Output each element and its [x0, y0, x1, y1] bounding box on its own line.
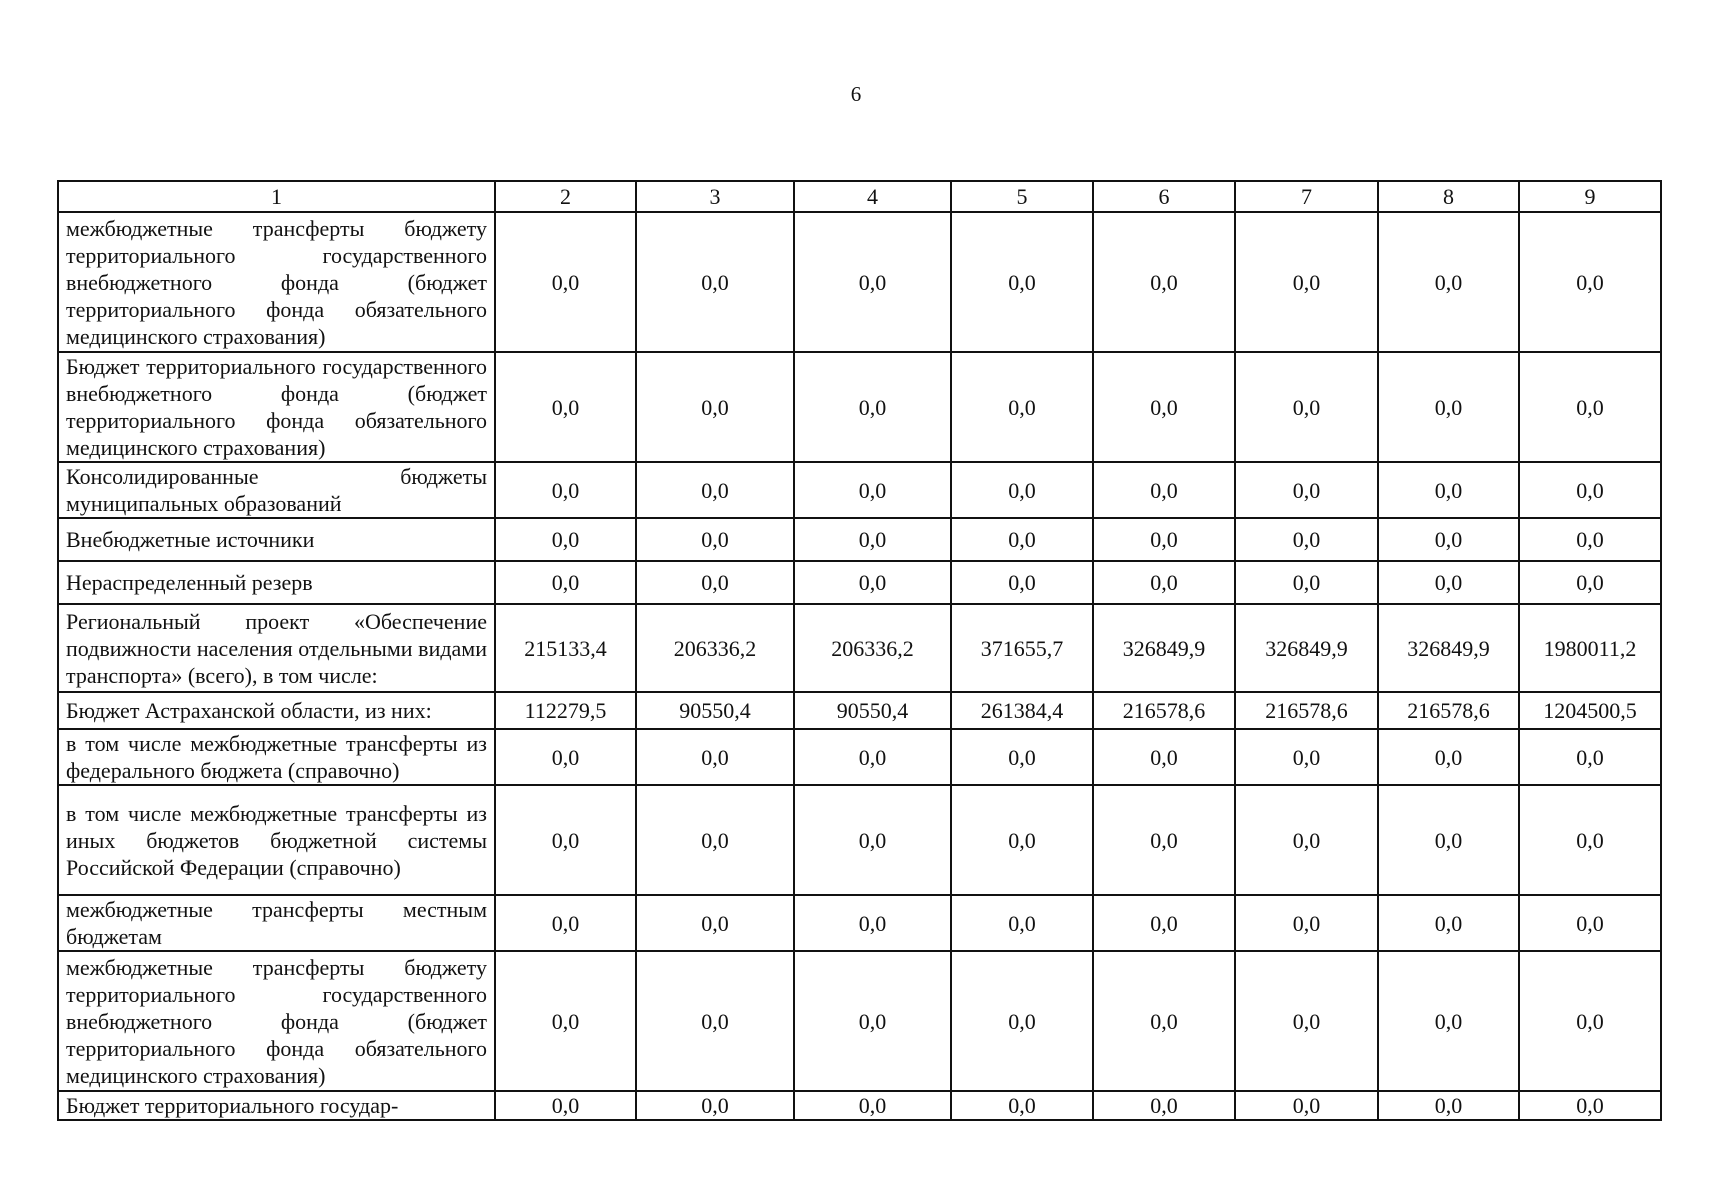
row-value: 0,0: [495, 352, 636, 462]
row-value: 0,0: [951, 462, 1093, 518]
row-value: 0,0: [1378, 1091, 1519, 1120]
table-row: [58, 1091, 1661, 1120]
table-row: [58, 951, 1661, 1091]
row-value: 0,0: [951, 518, 1093, 561]
column-number: 6: [1093, 181, 1235, 212]
row-value: 0,0: [794, 212, 951, 352]
row-value: 216578,6: [1235, 692, 1378, 729]
row-value: 0,0: [1519, 352, 1661, 462]
row-value: 0,0: [1519, 1091, 1661, 1120]
column-number: 8: [1378, 181, 1519, 212]
row-value: 0,0: [636, 1091, 794, 1120]
row-value: 0,0: [1235, 729, 1378, 785]
row-value: 0,0: [1235, 462, 1378, 518]
row-value: 0,0: [794, 951, 951, 1091]
row-value: 0,0: [495, 785, 636, 895]
row-value: 0,0: [636, 518, 794, 561]
row-value: 0,0: [1093, 785, 1235, 895]
row-value: 1204500,5: [1519, 692, 1661, 729]
row-value: 0,0: [495, 729, 636, 785]
row-value: 0,0: [636, 352, 794, 462]
row-label: межбюджетные трансферты бюджету территориального государственного внебюджетного фонда (бюджет территориального фонда обязательного медицинского страхования): [58, 212, 495, 352]
row-value: 112279,5: [495, 692, 636, 729]
row-value: 0,0: [1235, 1091, 1378, 1120]
row-value: 0,0: [951, 895, 1093, 951]
row-value: 0,0: [951, 212, 1093, 352]
row-value: 0,0: [1093, 462, 1235, 518]
row-label: в том числе межбюджетные трансферты из иных бюджетов бюджетной системы Российской Федерации (справочно): [58, 785, 495, 895]
row-value: 90550,4: [794, 692, 951, 729]
row-value: 0,0: [1235, 518, 1378, 561]
row-value: 215133,4: [495, 604, 636, 692]
row-label: в том числе межбюджетные трансферты из федерального бюджета (справочно): [58, 729, 495, 785]
row-value: 0,0: [1093, 1091, 1235, 1120]
table-row: [58, 518, 1661, 561]
row-value: 0,0: [495, 895, 636, 951]
column-number: 1: [58, 181, 495, 212]
row-value: 0,0: [1519, 729, 1661, 785]
row-value: 0,0: [1093, 212, 1235, 352]
row-value: 0,0: [794, 1091, 951, 1120]
row-value: 0,0: [1235, 785, 1378, 895]
row-value: 0,0: [636, 462, 794, 518]
row-value: 0,0: [495, 518, 636, 561]
table-row: [58, 785, 1661, 895]
row-value: 216578,6: [1093, 692, 1235, 729]
row-value: 0,0: [951, 1091, 1093, 1120]
table-row: [58, 352, 1661, 462]
row-value: 0,0: [495, 561, 636, 604]
column-number-row: [58, 181, 1661, 212]
row-value: 1980011,2: [1519, 604, 1661, 692]
row-value: 0,0: [1093, 561, 1235, 604]
table-row: [58, 729, 1661, 785]
row-value: 326849,9: [1093, 604, 1235, 692]
row-value: 0,0: [951, 951, 1093, 1091]
row-value: 326849,9: [1235, 604, 1378, 692]
row-value: 0,0: [794, 561, 951, 604]
row-value: 0,0: [636, 785, 794, 895]
row-value: 0,0: [794, 462, 951, 518]
column-number: 3: [636, 181, 794, 212]
column-number: 5: [951, 181, 1093, 212]
row-value: 0,0: [636, 729, 794, 785]
row-value: 206336,2: [794, 604, 951, 692]
row-label: межбюджетные трансферты местным бюджетам: [58, 895, 495, 951]
page-number: 6: [850, 82, 862, 106]
row-value: 0,0: [794, 352, 951, 462]
row-value: 261384,4: [951, 692, 1093, 729]
row-value: 0,0: [1093, 895, 1235, 951]
row-value: 0,0: [1235, 561, 1378, 604]
row-value: 0,0: [636, 212, 794, 352]
row-label: межбюджетные трансферты бюджету территориального государственного внебюджетного фонда (бюджет территориального фонда обязательного медицинского страхования): [58, 951, 495, 1091]
row-value: 0,0: [951, 785, 1093, 895]
row-value: 0,0: [1235, 895, 1378, 951]
row-value: 0,0: [794, 895, 951, 951]
row-value: 0,0: [495, 951, 636, 1091]
row-value: 0,0: [495, 212, 636, 352]
row-value: 0,0: [1378, 895, 1519, 951]
row-value: 0,0: [1378, 785, 1519, 895]
row-value: 0,0: [1093, 352, 1235, 462]
row-label: Нераспределенный резерв: [58, 561, 495, 604]
table-row: [58, 604, 1661, 692]
table-row: [58, 462, 1661, 518]
row-value: 0,0: [1378, 518, 1519, 561]
table-row: [58, 561, 1661, 604]
table-row: [58, 895, 1661, 951]
table-row: [58, 212, 1661, 352]
column-number: 4: [794, 181, 951, 212]
row-label: Региональный проект «Обеспечение подвижности населения отдельными видами транспорта» (всего), в том числе:: [58, 604, 495, 692]
row-value: 0,0: [495, 1091, 636, 1120]
row-value: 0,0: [1093, 518, 1235, 561]
row-value: 0,0: [636, 561, 794, 604]
row-value: 0,0: [1235, 352, 1378, 462]
column-number: 2: [495, 181, 636, 212]
row-value: 0,0: [1235, 951, 1378, 1091]
row-value: 0,0: [794, 729, 951, 785]
row-value: 0,0: [1378, 212, 1519, 352]
row-value: 0,0: [1519, 951, 1661, 1091]
row-value: 0,0: [1378, 352, 1519, 462]
row-value: 0,0: [1093, 951, 1235, 1091]
row-value: 371655,7: [951, 604, 1093, 692]
row-value: 0,0: [1093, 729, 1235, 785]
table-row: [58, 692, 1661, 729]
row-value: 0,0: [1235, 212, 1378, 352]
row-value: 216578,6: [1378, 692, 1519, 729]
row-value: 0,0: [951, 352, 1093, 462]
row-value: 0,0: [951, 561, 1093, 604]
column-number: 7: [1235, 181, 1378, 212]
row-value: 0,0: [1519, 212, 1661, 352]
budget-table: [57, 180, 1662, 1121]
row-value: 0,0: [1378, 462, 1519, 518]
row-value: 0,0: [794, 785, 951, 895]
table-body: [58, 212, 1661, 1120]
row-value: 90550,4: [636, 692, 794, 729]
row-value: 326849,9: [1378, 604, 1519, 692]
row-value: 0,0: [1519, 785, 1661, 895]
row-value: 0,0: [636, 951, 794, 1091]
row-value: 0,0: [1378, 951, 1519, 1091]
row-value: 0,0: [1519, 895, 1661, 951]
row-value: 0,0: [495, 462, 636, 518]
row-value: 0,0: [794, 518, 951, 561]
row-label: Бюджет Астраханской области, из них:: [58, 692, 495, 729]
row-label: Бюджет территориального государственного внебюджетного фонда (бюджет территориального фонда обязательного медицинского страхования): [58, 352, 495, 462]
row-value: 206336,2: [636, 604, 794, 692]
row-label: Бюджет территориального государ-: [58, 1091, 495, 1120]
row-value: 0,0: [1519, 518, 1661, 561]
column-number: 9: [1519, 181, 1661, 212]
row-label: Внебюджетные источники: [58, 518, 495, 561]
row-value: 0,0: [636, 895, 794, 951]
row-value: 0,0: [1378, 729, 1519, 785]
row-value: 0,0: [1378, 561, 1519, 604]
row-value: 0,0: [951, 729, 1093, 785]
row-label: Консолидированные бюджеты муниципальных образований: [58, 462, 495, 518]
row-value: 0,0: [1519, 462, 1661, 518]
row-value: 0,0: [1519, 561, 1661, 604]
